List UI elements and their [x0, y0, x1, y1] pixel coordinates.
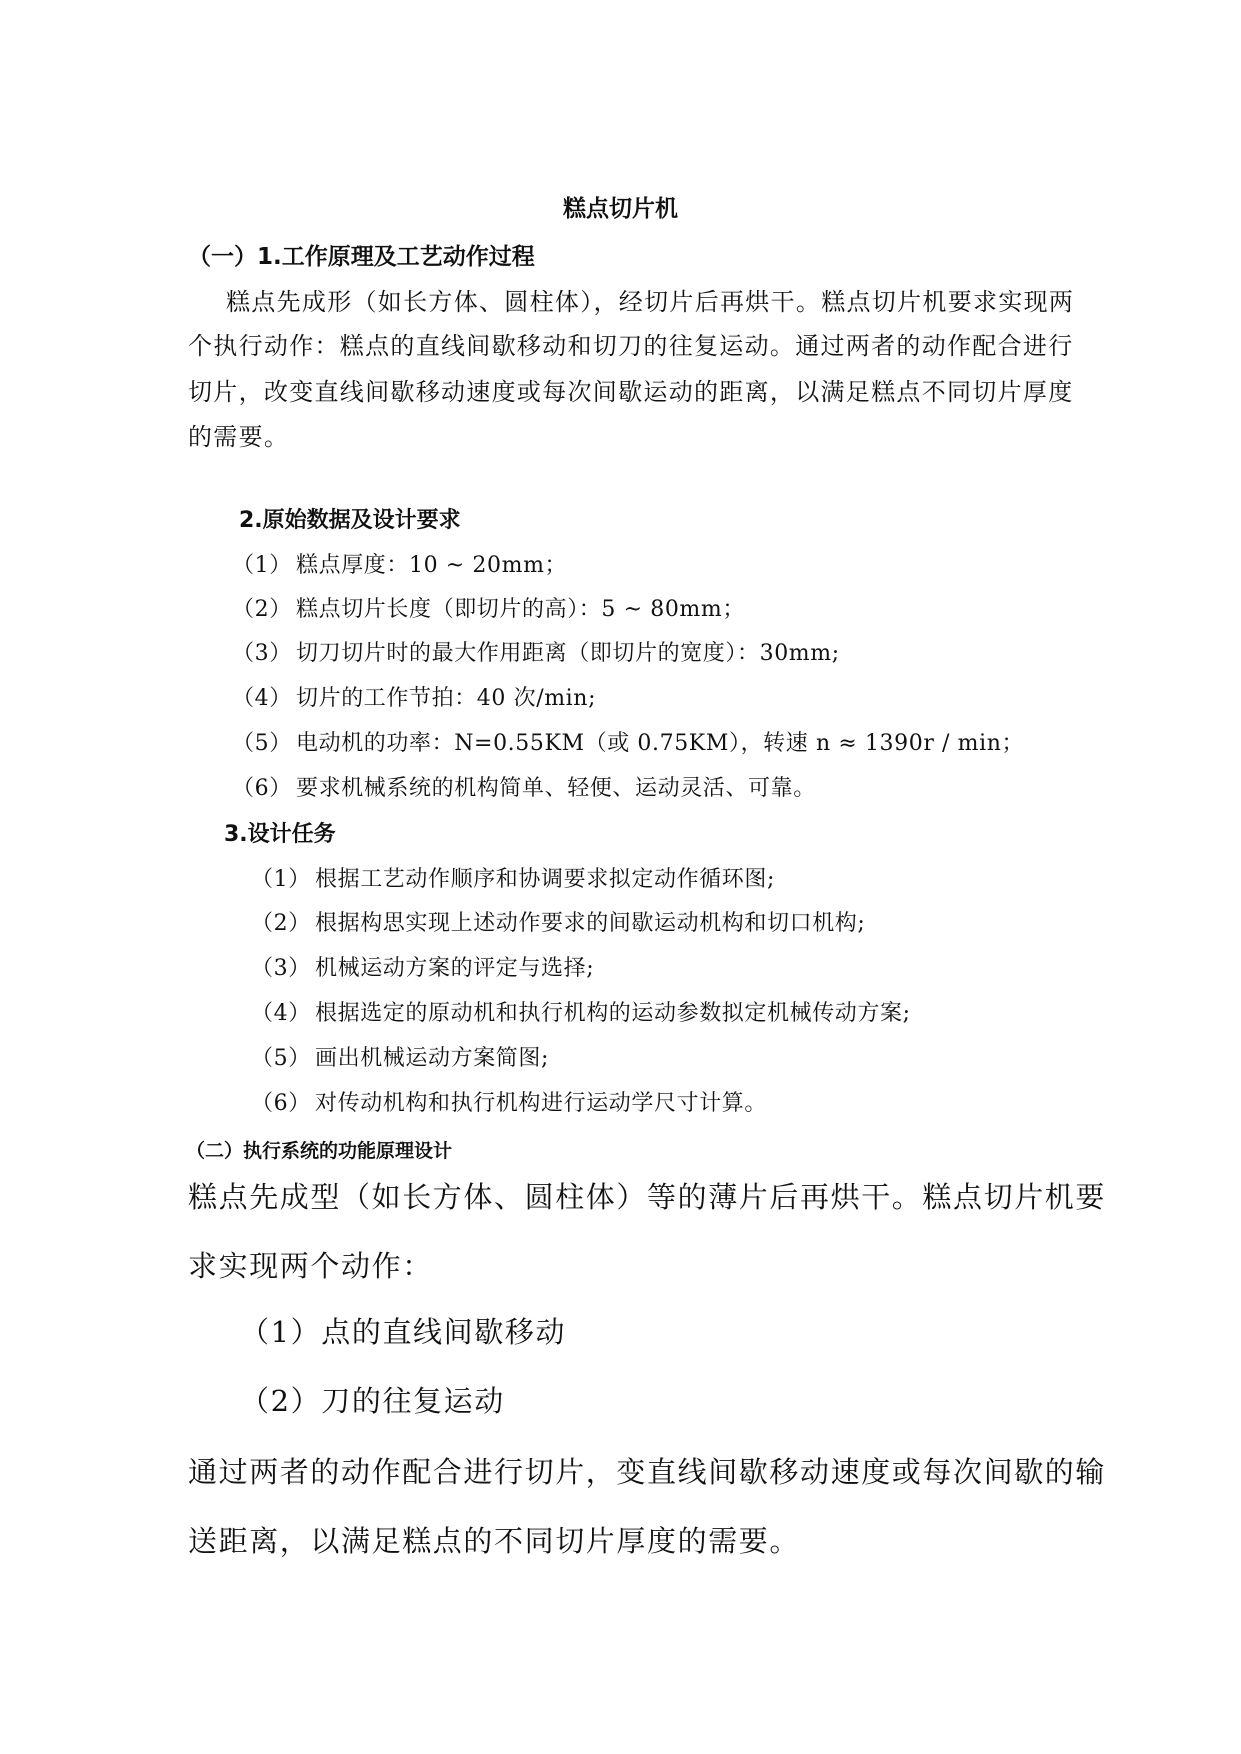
- item-number: （5）: [232, 731, 292, 756]
- paragraph-line: 糕点先成形（如长方体、圆柱体），经切片后再烘干。糕点切片机要求实现两: [226, 288, 1075, 316]
- requirement-item: [232, 555, 567, 577]
- item-number: （1）: [232, 553, 292, 578]
- task-item: [251, 869, 775, 891]
- paragraph-line: 个执行动作：糕点的直线间歇移动和切刀的往复运动。通过两者的动作配合进行: [188, 332, 1074, 360]
- requirement-item: [232, 778, 816, 800]
- subsection-3-heading: 3.设计任务: [224, 822, 336, 847]
- requirement-item: [232, 599, 745, 621]
- task-item: [251, 1093, 767, 1115]
- item-text: 根据工艺动作顺序和协调要求拟定动作循环图;: [315, 867, 776, 892]
- item-text: 画出机械运动方案简图;: [315, 1046, 550, 1071]
- item-text: 根据选定的原动机和执行机构的运动参数拟定机械传动方案;: [315, 1001, 911, 1026]
- item-number: （3）: [251, 956, 311, 981]
- item-text: 对传动机构和执行机构进行运动学尺寸计算。: [315, 1091, 768, 1116]
- item-number: （6）: [251, 1091, 311, 1116]
- paragraph-line: 求实现两个动作：: [188, 1249, 433, 1283]
- item-number: （2）: [251, 911, 311, 936]
- item-text: 切刀切片时的最大作用距离（即切片的宽度）：30mm;: [296, 641, 840, 666]
- task-item: [251, 1003, 911, 1025]
- section-1-heading: （一）1.工作原理及工艺动作过程: [188, 244, 535, 270]
- item-text: 机械运动方案的评定与选择;: [315, 956, 595, 981]
- function-item: （2）刀的往复运动: [240, 1384, 505, 1418]
- function-item: （1）点的直线间歇移动: [240, 1315, 567, 1349]
- item-number: （4）: [251, 1001, 311, 1026]
- item-number: （4）: [232, 686, 292, 711]
- item-text: 电动机的功率：N=0.55KM（或 0.75KM），转速 n ≈ 1390r / min；: [296, 731, 1025, 756]
- paragraph-line: 的需要。: [188, 423, 290, 451]
- item-text: 要求机械系统的机构简单、轻便、运动灵活、可靠。: [296, 776, 816, 801]
- paragraph-line: 送距离，以满足糕点的不同切片厚度的需要。: [188, 1524, 801, 1558]
- page-title: 糕点切片机: [563, 196, 678, 222]
- item-number: （1）: [251, 867, 311, 892]
- task-item: [251, 913, 865, 935]
- requirement-item: [232, 688, 596, 710]
- paragraph-line: 糕点先成型（如长方体、圆柱体）等的薄片后再烘干。糕点切片机要: [188, 1180, 1107, 1214]
- requirement-item: [232, 643, 840, 665]
- item-number: （6）: [232, 776, 292, 801]
- paragraph-line: 通过两者的动作配合进行切片，变直线间歇移动速度或每次间歇的输: [188, 1455, 1107, 1489]
- item-text: 切片的工作节拍：40 次/min;: [296, 686, 597, 711]
- paragraph-line: 切片，改变直线间歇移动速度或每次间歇运动的距离，以满足糕点不同切片厚度: [188, 378, 1074, 406]
- item-number: （3）: [232, 641, 292, 666]
- task-item: [251, 958, 594, 980]
- item-number: （5）: [251, 1046, 311, 1071]
- item-text: 根据构思实现上述动作要求的间歇运动机构和切口机构;: [315, 911, 866, 936]
- subsection-2-heading: 2.原始数据及设计要求: [239, 508, 461, 533]
- section-2-heading: （二）执行系统的功能原理设计: [186, 1140, 453, 1162]
- item-text: 糕点切片长度（即切片的高）：5 ~ 80mm；: [296, 597, 745, 622]
- item-text: 糕点厚度：10 ~ 20mm；: [296, 553, 568, 578]
- task-item: [251, 1048, 549, 1070]
- requirement-item: [232, 733, 1024, 755]
- item-number: （2）: [232, 597, 292, 622]
